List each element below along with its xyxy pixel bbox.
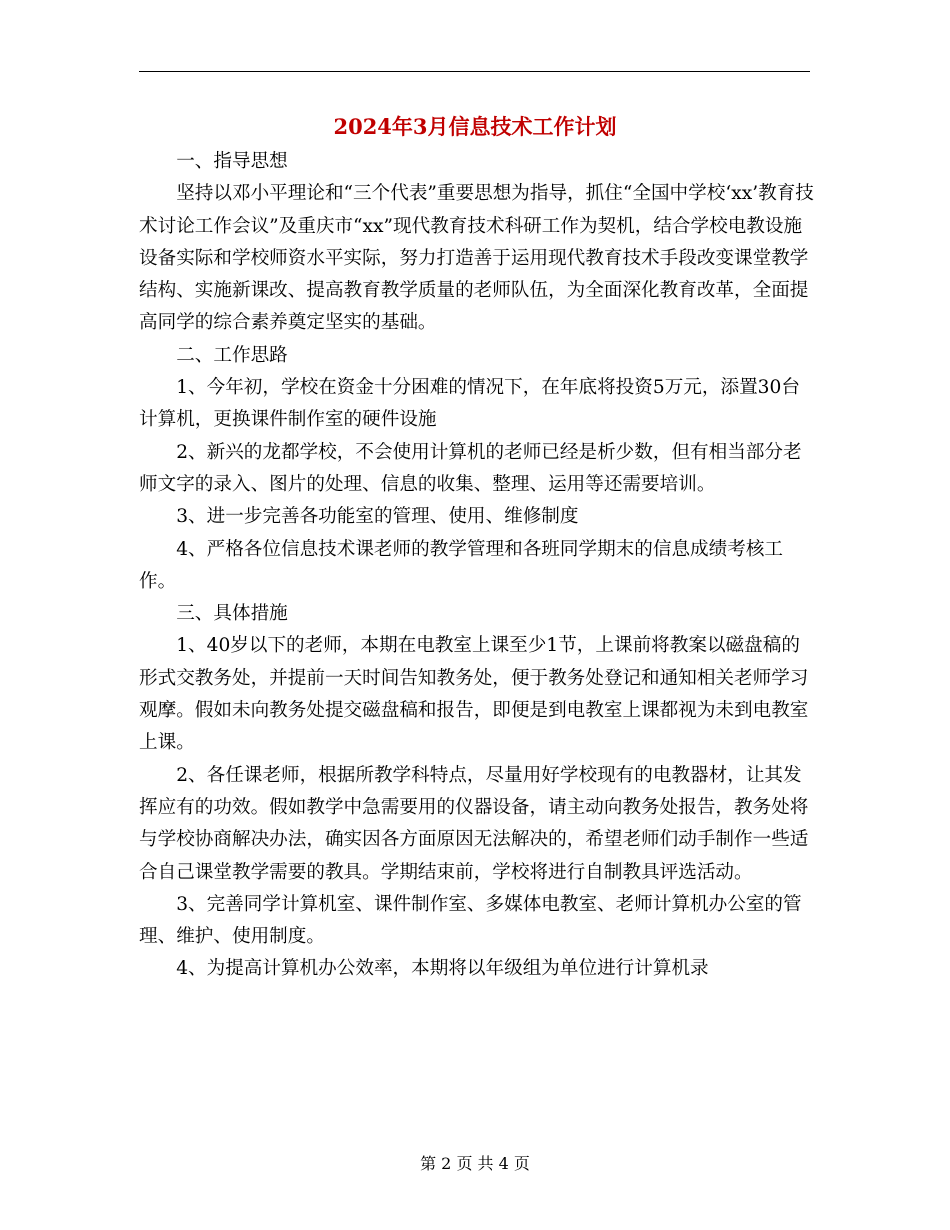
section-heading-specific-measures: 三、具体措施: [176, 603, 288, 625]
paragraph: 2、各任课老师，根据所教学科特点，尽量用好学校现有的电教器材，让其发挥应有的功效。假如教学中急需要用的仪器设备，请主动向教务处报告，教务处将与学校协商解决办法，确实因各方面原因无法解决的，希望老师们动手制作一些适合自己课堂教学需要的教具。学期结束前，学校将进行自制教具评选活动。: [139, 764, 809, 883]
page-footer: 第 2 页 共 4 页: [420, 1154, 530, 1173]
header-rule: [139, 71, 810, 72]
paragraph: 3、完善同学计算机室、课件制作室、多媒体电教室、老师计算机办公室的管理、维护、使用制度。: [139, 893, 802, 948]
paragraph: 2、新兴的龙都学校，不会使用计算机的老师已经是析少数，但有相当部分老师文字的录入、图片的处理、信息的收集、整理、运用等还需要培训。: [139, 441, 802, 495]
document-title: 2024年3月信息技术工作计划: [333, 114, 617, 139]
paragraph: 1、40岁以下的老师，本期在电教室上课至少1节，上课前将教案以磁盘稿的形式交教务处，并提前一天时间告知教务处，便于教务处登记和通知相关老师学习观摩。假如未向教务处提交磁盘稿和报告，即便是到电教室上课都视为未到电教室上课。: [139, 635, 809, 754]
paragraph: 4、严格各位信息技术课老师的教学管理和各班同学期末的信息成绩考核工作。: [139, 538, 784, 592]
paragraph: 4、为提高计算机办公效率，本期将以年级组为单位进行计算机录: [176, 958, 709, 980]
section-heading-guiding-ideology: 一、指导思想: [176, 151, 288, 172]
paragraph: 1、今年初，学校在资金十分困难的情况下，在年底将投资5万元，添置30台计算机，更换课件制作室的硬件设施: [139, 377, 800, 431]
section-heading-work-approach: 二、工作思路: [176, 344, 288, 366]
document-body: [139, 146, 814, 986]
paragraph: 3、进一步完善各功能室的管理、使用、维修制度: [176, 506, 579, 528]
paragraph: 坚持以邓小平理论和“三个代表”重要思想为指导，抓住“全国中学校‘xx’教育技术讨论工作会议”及重庆市“xx”现代教育技术科研工作为契机，结合学校电教设施设备实际和学校师资水平实际，努力打造善于运用现代教育技术手段改变课堂教学结构、实施新课改、提高教育教学质量的老师队伍，为全面深化教育改革，全面提高同学的综合素养奠定坚实的基础。: [139, 183, 814, 334]
